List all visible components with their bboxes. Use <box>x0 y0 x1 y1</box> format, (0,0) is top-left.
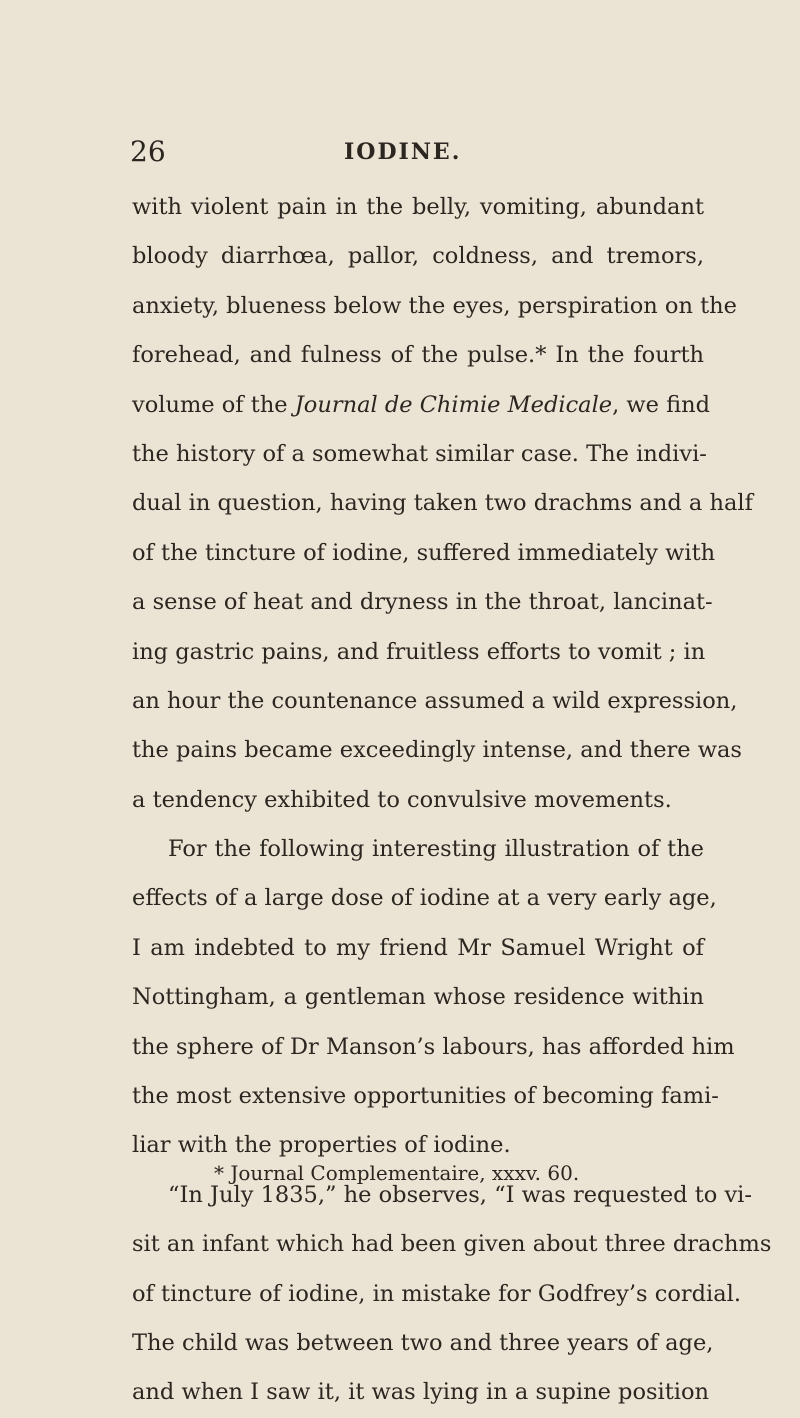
text-line: forehead, and fulness of the pulse.* In the fourth <box>132 342 704 369</box>
running-title: IODINE. <box>344 139 462 165</box>
text-line: liar with the properties of iodine. <box>132 1132 511 1159</box>
text-line: with violent pain in the belly, vomiting, abundant <box>132 194 704 220</box>
text-line: ing gastric pains, and fruitless efforts to vomit ; in <box>132 638 706 665</box>
text-line: the history of a somewhat similar case. The indivi- <box>132 440 707 467</box>
text-line: and when I saw it, it was lying in a supine position <box>132 1379 710 1406</box>
journal-title: Journal de Chimie Medicale <box>294 391 613 418</box>
text-line: a tendency exhibited to convulsive movements. <box>132 786 672 813</box>
text-line: I am indebted to my friend Mr Samuel Wright of <box>132 934 704 961</box>
page-number: 26 <box>130 135 166 168</box>
text-line: dual in question, having taken two drachms and a half <box>132 490 753 517</box>
text-line: The child was between two and three years of age, <box>132 1329 714 1356</box>
text-line: the sphere of Dr Manson’s labours, has afforded him <box>132 1033 735 1060</box>
text-line: bloody diarrhœa, pallor, coldness, and tremors, <box>132 243 704 270</box>
body-text <box>132 183 772 1418</box>
text-line: volume of the Journal de Chimie Medicale, we find <box>132 391 711 418</box>
running-head <box>0 132 800 172</box>
text-line: sit an infant which had been given about three drachms <box>132 1231 772 1258</box>
text-line: “In July 1835,” he observes, “I was requested to vi- <box>168 1181 752 1208</box>
text-line: effects of a large dose of iodine at a very early age, <box>132 885 717 912</box>
text-line: an hour the countenance assumed a wild expression, <box>132 687 738 714</box>
footnote: * Journal Complementaire, xxxv. 60. <box>214 1161 580 1185</box>
text-line: For the following interesting illustration of the <box>168 836 704 863</box>
text-line: anxiety, blueness below the eyes, perspiration on the <box>132 292 737 319</box>
text-line: a sense of heat and dryness in the throat, lancinat- <box>132 589 713 616</box>
text-line: the pains became exceedingly intense, and there was <box>132 737 742 764</box>
text-line: Nottingham, a gentleman whose residence within <box>132 984 704 1011</box>
text-line: of tincture of iodine, in mistake for Godfrey’s cordial. <box>132 1280 741 1307</box>
text-line: the most extensive opportunities of becoming fami- <box>132 1083 719 1110</box>
text-line: of the tincture of iodine, suffered immediately with <box>132 539 716 566</box>
